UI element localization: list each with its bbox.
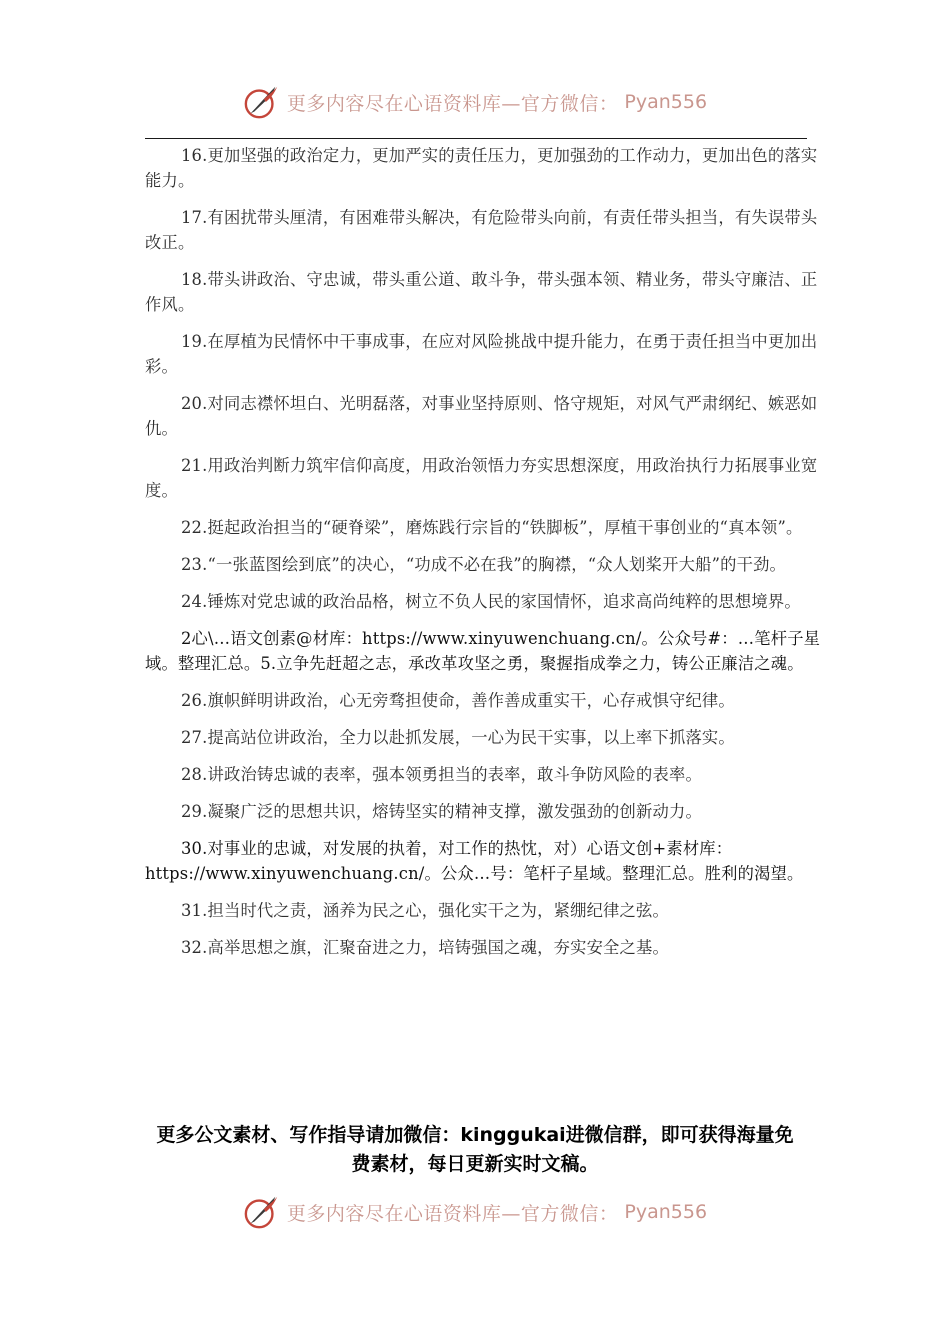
paragraph-17: 17.有困扰带头厘清，有困难带头解决，有危险带头向前，有责任带头担当，有失误带头改正。	[145, 208, 818, 252]
paragraph-19: 19.在厚植为民情怀中干事成事，在应对风险挑战中提升能力，在勇于责任担当中更加出彩。	[145, 332, 818, 376]
paragraph-30: 30.对事业的忠诚，对发展的执着，对工作的热忱，对）心语文创+素材库：https://www.xinyuwenchuang.cn/。公众…号：笔杆子星域。整理汇总。胜利的渴望。	[145, 839, 804, 883]
paragraph-18: 18.带头讲政治、守忠诚，带头重公道、敢斗争，带头强本领、精业务，带头守廉洁、正作风。	[145, 270, 818, 314]
document-body	[145, 143, 821, 972]
banner-wechat-id: Pyan556	[624, 1201, 708, 1223]
paragraph-23: 23.“一张蓝图绘到底”的决心，“功成不必在我”的胸襟，“众人划桨开大船”的干劲。	[181, 555, 787, 574]
paragraph-26: 26.旗帜鲜明讲政治，心无旁骛担使命，善作善成重实干，心存戒惧守纪律。	[181, 691, 735, 710]
paragraph-20: 20.对同志襟怀坦白、光明磊落，对事业坚持原则、恪守规矩，对风气严肃纲纪、嫉恶如仇。	[145, 394, 818, 438]
header-divider	[145, 138, 807, 139]
banner-wechat-id: Pyan556	[624, 91, 708, 113]
quill-logo-icon	[243, 1193, 281, 1231]
paragraph-16: 16.更加坚强的政治定力，更加严实的责任压力，更加强劲的工作动力，更加出色的落实能力。	[145, 146, 818, 190]
paragraph-25: 2心\…语文创素@材库：https://www.xinyuwenchuang.cn/。公众号#：…笔杆子星域。整理汇总。5.立争先赶超之志，承改革攻坚之勇，聚握指成拳之力，铸公正廉洁之魂。	[145, 629, 821, 673]
quill-logo-icon	[243, 83, 281, 121]
banner-text: 更多内容尽在心语资料库—官方微信：	[286, 92, 619, 115]
banner-text: 更多内容尽在心语资料库—官方微信：	[286, 1202, 619, 1225]
paragraph-27: 27.提高站位讲政治，全力以赴抓发展，一心为民干实事，以上率下抓落实。	[181, 728, 735, 747]
paragraph-22: 22.挺起政治担当的“硬脊梁”，磨炼践行宗旨的“铁脚板”，厚植干事创业的“真本领”。	[181, 518, 803, 537]
paragraph-29: 29.凝聚广泛的思想共识，熔铸坚实的精神支撑，激发强劲的创新动力。	[181, 802, 702, 821]
footer-banner	[0, 1192, 950, 1232]
header-banner	[0, 82, 950, 122]
paragraph-28: 28.讲政治铸忠诚的表率，强本领勇担当的表率，敢斗争防风险的表率。	[181, 765, 702, 784]
paragraph-21: 21.用政治判断力筑牢信仰高度，用政治领悟力夯实思想深度，用政治执行力拓展事业宽度。	[145, 456, 818, 500]
paragraph-24: 24.锤炼对党忠诚的政治品格，树立不负人民的家国情怀，追求高尚纯粹的思想境界。	[181, 592, 801, 611]
paragraph-32: 32.高举思想之旗，汇聚奋进之力，培铸强国之魂，夯实安全之基。	[181, 938, 669, 957]
paragraph-31: 31.担当时代之责，涵养为民之心，强化实干之为，紧绷纪律之弦。	[181, 901, 669, 920]
footer-promo-text: 更多公文素材、写作指导请加微信：kinggukai进微信群，即可获得海量免费素材，每日更新实时文稿。	[156, 1124, 794, 1175]
